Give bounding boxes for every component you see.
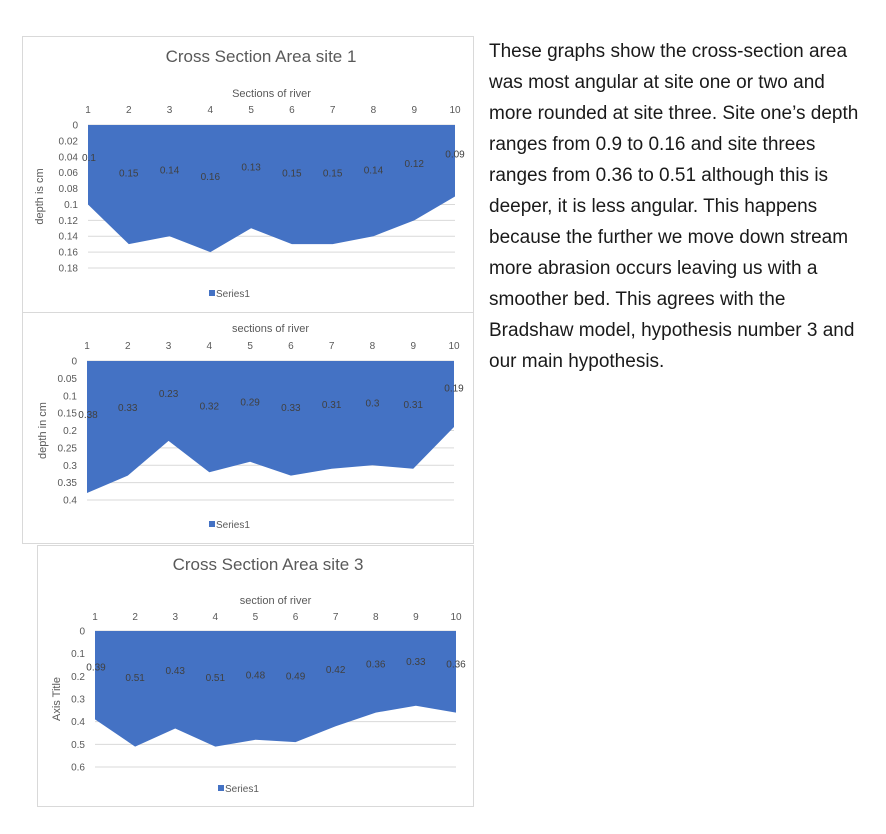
legend-swatch	[218, 785, 224, 791]
data-label: 0.51	[205, 673, 226, 685]
y-tick-label: 0	[72, 120, 78, 132]
x-tick-label: 3	[165, 341, 172, 352]
y-tick-label: 0.02	[58, 136, 78, 148]
data-label: 0.15	[282, 168, 302, 180]
data-label: 0.16	[200, 171, 221, 183]
x-tick-label: 1	[92, 612, 98, 623]
y-tick-label: 0.1	[71, 649, 85, 661]
chart-site-2-svg	[23, 313, 473, 543]
x-tick-label: 1	[85, 105, 91, 116]
y-tick-label: 0.25	[57, 443, 77, 455]
x-tick-label: 7	[332, 612, 339, 623]
x-tick-label: 9	[413, 612, 419, 623]
x-tick-label: 10	[450, 612, 462, 623]
chart-site-1-svg	[23, 37, 473, 312]
data-label: 0.3	[365, 398, 380, 410]
y-tick-label: 0.1	[63, 391, 77, 403]
x-tick-label: 10	[449, 105, 461, 116]
data-label: 0.14	[363, 165, 384, 177]
y-tick-label: 0.06	[58, 168, 78, 180]
x-tick-label: 5	[247, 341, 253, 352]
y-tick-label: 0.3	[63, 460, 77, 472]
x-tick-label: 8	[372, 612, 379, 623]
x-tick-label: 8	[370, 105, 377, 116]
y-tick-label: 0.35	[57, 478, 77, 490]
x-tick-label: 9	[410, 341, 417, 352]
x-axis-title: Sections of river	[232, 88, 311, 100]
data-label: 0.33	[281, 402, 301, 414]
data-label: 0.33	[118, 402, 138, 414]
y-tick-label: 0.6	[71, 762, 85, 774]
x-tick-label: 3	[172, 612, 179, 623]
x-tick-label: 5	[252, 612, 259, 623]
data-label: 0.48	[245, 670, 266, 682]
legend-label: Series1	[216, 520, 250, 531]
y-tick-label: 0.14	[58, 231, 78, 243]
x-tick-label: 4	[206, 341, 213, 352]
data-label: 0.31	[321, 400, 342, 412]
x-tick-label: 8	[369, 341, 376, 352]
data-label: 0.43	[165, 665, 185, 677]
x-tick-label: 5	[248, 105, 254, 116]
x-tick-label: 6	[288, 341, 294, 352]
y-tick-label: 0	[79, 626, 85, 638]
x-tick-label: 6	[289, 105, 295, 116]
x-tick-label: 9	[411, 105, 418, 116]
y-tick-label: 0.4	[63, 495, 77, 507]
data-label: 0.29	[240, 397, 260, 409]
data-label: 0.36	[366, 659, 386, 671]
data-label: 0.19	[444, 383, 464, 395]
y-tick-label: 0.3	[71, 694, 85, 706]
area-series-1	[87, 361, 454, 493]
data-label: 0.33	[406, 656, 426, 668]
data-label: 0.23	[158, 388, 179, 400]
chart-title: Cross Section Area site 3	[172, 555, 364, 574]
chart-site-1	[22, 36, 474, 313]
data-label: 0.15	[119, 168, 139, 180]
y-tick-label: 0.16	[58, 247, 78, 259]
legend-swatch	[209, 521, 215, 527]
y-axis-title: Axis Title	[51, 676, 63, 722]
x-axis-title: sections of river	[231, 323, 310, 335]
x-tick-label: 4	[207, 105, 214, 116]
data-label: 0.14	[159, 165, 180, 177]
data-label: 0.32	[199, 401, 220, 413]
y-tick-label: 0.1	[64, 199, 78, 211]
chart-title: Cross Section Area site 1	[165, 47, 357, 66]
area-series-1	[88, 125, 455, 252]
x-tick-label: 2	[124, 341, 131, 352]
y-tick-label: 0.5	[71, 739, 85, 751]
y-tick-label: 0.4	[71, 717, 85, 729]
legend-swatch	[209, 290, 215, 296]
data-label: 0.09	[445, 149, 465, 161]
chart-site-2	[22, 312, 474, 544]
x-tick-label: 3	[166, 105, 173, 116]
x-tick-label: 2	[132, 612, 138, 623]
data-label: 0.13	[241, 162, 261, 174]
data-label: 0.38	[78, 409, 98, 421]
data-label: 0.39	[86, 662, 106, 674]
x-tick-label: 10	[448, 341, 460, 352]
legend-label: Series1	[225, 784, 259, 795]
x-axis-title: section of river	[239, 595, 312, 607]
x-tick-label: 4	[212, 612, 219, 623]
y-axis-title: depth in cm	[37, 402, 49, 459]
data-label: 0.1	[82, 152, 96, 164]
x-tick-label: 6	[292, 612, 299, 623]
data-label: 0.36	[446, 659, 466, 671]
chart-site-3	[37, 545, 474, 807]
x-tick-label: 1	[84, 341, 90, 352]
y-tick-label: 0.05	[57, 373, 77, 385]
y-tick-label: 0.18	[58, 263, 78, 275]
data-label: 0.49	[285, 671, 306, 683]
y-tick-label: 0	[71, 356, 77, 368]
y-tick-label: 0.08	[58, 184, 78, 196]
data-label: 0.51	[125, 673, 145, 685]
y-tick-label: 0.2	[63, 426, 77, 437]
data-label: 0.31	[403, 400, 423, 412]
x-tick-label: 7	[329, 105, 336, 116]
y-tick-label: 0.15	[57, 408, 77, 420]
data-label: 0.12	[404, 159, 424, 171]
data-label: 0.42	[325, 665, 346, 677]
y-axis-title: depth is cm	[34, 168, 46, 225]
area-series-1	[95, 631, 456, 747]
y-tick-label: 0.04	[58, 152, 78, 164]
y-tick-label: 0.2	[71, 671, 85, 683]
y-tick-label: 0.12	[58, 215, 78, 227]
chart-site-3-svg	[38, 546, 473, 806]
data-label: 0.15	[322, 168, 343, 180]
x-tick-label: 2	[125, 105, 132, 116]
caption-text: These graphs show the cross-section area was most angular at site one or two and more rounded at site three. Site one’s depth ranges from 0.9 to 0.16 and site threes ranges from 0.36 to 0.51 although this is deeper, it is less angular. This happens because the further we move down stream more abrasion occurs leaving us with a smoother bed. This agrees with the Bradshaw model, hypothesis number 3 and our main hypothesis.	[489, 41, 859, 372]
x-tick-label: 7	[328, 341, 335, 352]
legend-label: Series1	[216, 289, 250, 300]
